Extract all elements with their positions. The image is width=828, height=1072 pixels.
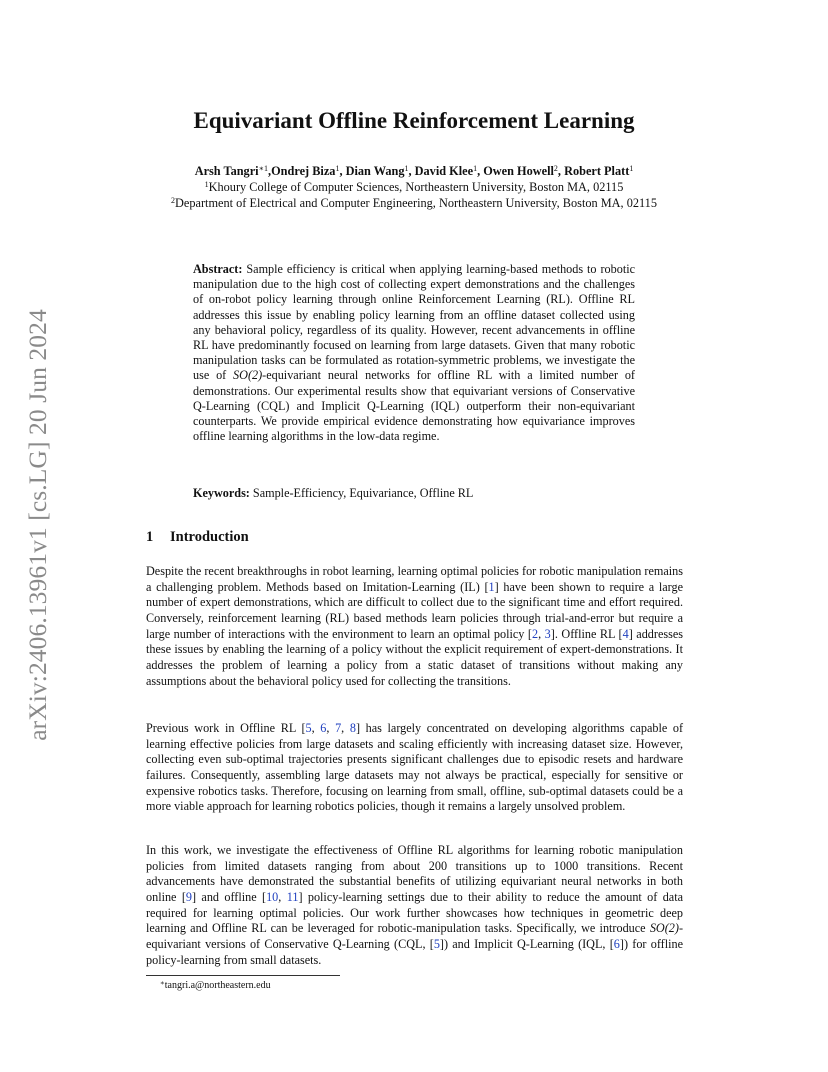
citation-link[interactable]: 7 — [335, 721, 342, 735]
author-name: Robert Platt — [564, 164, 630, 178]
author-affiliation-mark: ∗1 — [258, 164, 269, 173]
footnote-rule — [146, 975, 340, 976]
citation-link[interactable]: 4 — [622, 626, 629, 641]
author-affiliation-mark: 1 — [473, 164, 478, 173]
paragraph-text: ] have been shown to require a large number of expert demonstrations, which are difficult to collect due to the significant time and effort required. Conversely, reinforcement learning (RL) based methods learn policies through trial-and-error but require a large number of interactions with the environment to learn an optimal policy [ — [146, 579, 683, 641]
abstract — [193, 262, 635, 444]
keywords-label: Keywords: — [193, 486, 250, 500]
paragraph-text: In this work, we investigate the effectiveness of Offline RL algorithms for learning robotic manipulation policies from limited datasets ranging from about 200 transitions up to 1000 transitions. Recent advancements have demonstrated the substantial benefits of utilizing equivariant neural networks in both online [ — [146, 843, 683, 904]
footnote-email: tangri.a@northeastern.edu — [164, 980, 271, 991]
citation-link[interactable]: 6 — [613, 936, 620, 951]
paper-title: Equivariant Offline Reinforcement Learning — [193, 108, 635, 133]
section-heading-introduction — [146, 529, 249, 546]
author-affiliation-mark: 1 — [629, 164, 634, 173]
author-name: Dian Wang — [345, 164, 405, 178]
affiliation-mark: 1 — [204, 180, 209, 189]
citation-link[interactable]: 9 — [185, 889, 192, 904]
affiliation-text: Khoury College of Computer Sciences, Northeastern University, Boston MA, 02115 — [208, 180, 624, 194]
author-name: Owen Howell — [483, 164, 554, 178]
paragraph-text: ] addresses these issues by enabling the learning of a policy without the explicit requirement of expert-demonstrations. It addresses the problem of learning a policy from a static dataset of transitions without making any assumptions about the behavioral policy used for collecting the transitions. — [146, 626, 684, 688]
section-number: 1 — [146, 529, 154, 545]
citation-link[interactable]: 8 — [349, 721, 356, 735]
author-name: David Klee — [414, 164, 474, 178]
arxiv-identifier-text: arXiv:2406.13961v1 [cs.LG] 20 Jun 2024 — [23, 309, 52, 741]
paragraph-text: ] and offline [ — [191, 889, 267, 904]
author-name: Ondrej Biza — [271, 164, 336, 178]
author-affiliation-mark: 1 — [404, 164, 409, 173]
footnote — [160, 980, 271, 991]
affiliation-2 — [0, 196, 828, 211]
keywords-text: Sample-Efficiency, Equivariance, Offline RL — [252, 486, 474, 500]
abstract-text: -equivariant neural networks for offline RL with a limited number of demonstrations. Our experimental results show that equivariant versions of Conservative Q-Learning (CQL) and Implicit Q-Learning (IQL) outperform their non-equivariant counterparts. We provide empirical evidence demonstrating how equivariance improves offline learning algorithms in the low-data regime. — [193, 368, 635, 444]
citation-link[interactable]: 5 — [305, 721, 312, 735]
paragraph-text: ] policy-learning settings due to their ability to reduce the amount of data required for learning optimal policies. Our work further showcases how techniques in geometric deep learning and Offline RL can be leveraged for robotic-manipulation tasks. Specifically, we introduce — [146, 889, 684, 936]
arxiv-identifier-stamp — [18, 290, 58, 760]
paragraph-text: Previous work in Offline RL [ — [146, 721, 306, 735]
affiliation-text: Department of Electrical and Computer Engineering, Northeastern University, Boston MA, 02115 — [175, 196, 657, 210]
abstract-text: Sample efficiency is critical when applying learning-based methods to robotic manipulation due to the high cost of collecting expert demonstrations and the challenges of on-robot policy learning through online Reinforcement Learning (RL). Offline RL addresses this issue by enabling policy learning from an offline dataset collected using any behavioral policy, regardless of its quality. However, recent advancements in offline RL have predominantly focused on learning from large datasets. Given that many robotic manipulation tasks can be formulated as rotation-symmetric problems, we investigate the use of — [193, 262, 635, 383]
keywords — [193, 486, 635, 501]
math-so2: SO(2) — [649, 921, 679, 936]
affiliation-1 — [0, 180, 828, 195]
paragraph-text: ] has largely concentrated on developing algorithms capable of learning effective policies from large datasets and scaling efficiently with increasing dataset size. However, collecting even sub-optimal trajectories presents significant challenges due to episodic resets and hardware failures. Consequently, assembling large datasets may not always be practical, especially for sensitive or expensive robotics tasks. Therefore, focusing on learning from small, offline, sub-optimal datasets could be a more viable approach for learning robotics policies, though it remains a largely unsolved problem. — [146, 721, 684, 814]
paragraph-text: Despite the recent breakthroughs in robot learning, learning optimal policies for robotic manipulation remains a challenging problem. Methods based on Imitation-Learning (IL) [ — [146, 564, 683, 594]
citation-link[interactable]: 11 — [286, 889, 299, 904]
paragraph-text: ]. Offline RL [ — [550, 626, 623, 641]
paragraph-text: ]) for offline policy-learning from small datasets. — [146, 936, 683, 967]
paragraph-text: ]) and Implicit Q-Learning (IQL, [ — [439, 936, 614, 951]
citation-link[interactable]: 10 — [266, 889, 279, 904]
citation-link[interactable]: 3 — [544, 626, 551, 641]
author-affiliation-mark: 2 — [553, 164, 558, 173]
affiliation-mark: 2 — [171, 196, 176, 205]
intro-paragraph-1: Despite the recent breakthroughs in robot learning, learning optimal policies for robotic manipulation remains a challenging problem. Methods based on Imitation-Learning (IL) [1] have been shown to require a large number of expert demonstrations, which are difficult to collect due to the significant time and effort required. Conversely, reinforcement learning (RL) based methods learn policies through trial-and-error but require a large number of interactions with the environment to learn an optimal policy [2, 3]. Offline RL [4] addresses these issues by enabling the learning of a policy without the explicit requirement of expert-demonstrations. It addresses the problem of learning a policy from a static dataset of transitions without making any assumptions about the behavioral policy used for collecting the transitions. — [146, 564, 684, 688]
section-title: Introduction — [170, 529, 249, 545]
paragraph-text: -equivariant versions of Conservative Q-Learning (CQL, [ — [146, 921, 683, 951]
math-so2: SO(2) — [233, 368, 263, 383]
author-affiliation-mark: 1 — [335, 164, 340, 173]
author-name: Arsh Tangri — [194, 164, 259, 178]
author-list: Arsh Tangri$^{∗1}$,Ondrej Biza$^1$, Dian Wang$^1$, David Klee$^1$, Owen Howell$^2$, Robert Platt$^1$ — [194, 164, 634, 178]
citation-link[interactable]: 1 — [488, 579, 495, 594]
citation-link[interactable]: 6 — [320, 721, 327, 735]
citation-link[interactable]: 5 — [433, 936, 440, 951]
intro-paragraph-2: Previous work in Offline RL [5, 6, 7, 8] has largely concentrated on developing algorithms capable of learning effective policies from large datasets and scaling efficiently with increasing dataset size. However, collecting even sub-optimal trajectories presents significant challenges due to episodic resets and hardware failures. Consequently, assembling large datasets may not always be practical, especially for sensitive or expensive robotics tasks. Therefore, focusing on learning from small, offline, sub-optimal datasets could be a more viable approach for learning robotics policies, though it remains a largely unsolved problem. — [146, 721, 684, 814]
citation-link[interactable]: 2 — [532, 626, 539, 641]
footnote-mark: ∗ — [160, 979, 165, 987]
abstract-label: Abstract: — [193, 262, 243, 276]
intro-paragraph-3: In this work, we investigate the effectiveness of Offline RL algorithms for learning robotic manipulation policies from limited datasets ranging from about 200 transitions up to 1000 transitions. Recent advancements have demonstrated the substantial benefits of utilizing equivariant neural networks in both online [9] and offline [10, 11] policy-learning settings due to their ability to reduce the amount of data required for learning optimal policies. Our work further showcases how techniques in geometric deep learning and Offline RL can be leveraged for robotic-manipulation tasks. Specifically, we introduce SO(2)-equivariant versions of Conservative Q-Learning (CQL, [5]) and Implicit Q-Learning (IQL, [6]) for offline policy-learning from small datasets. — [146, 843, 684, 967]
